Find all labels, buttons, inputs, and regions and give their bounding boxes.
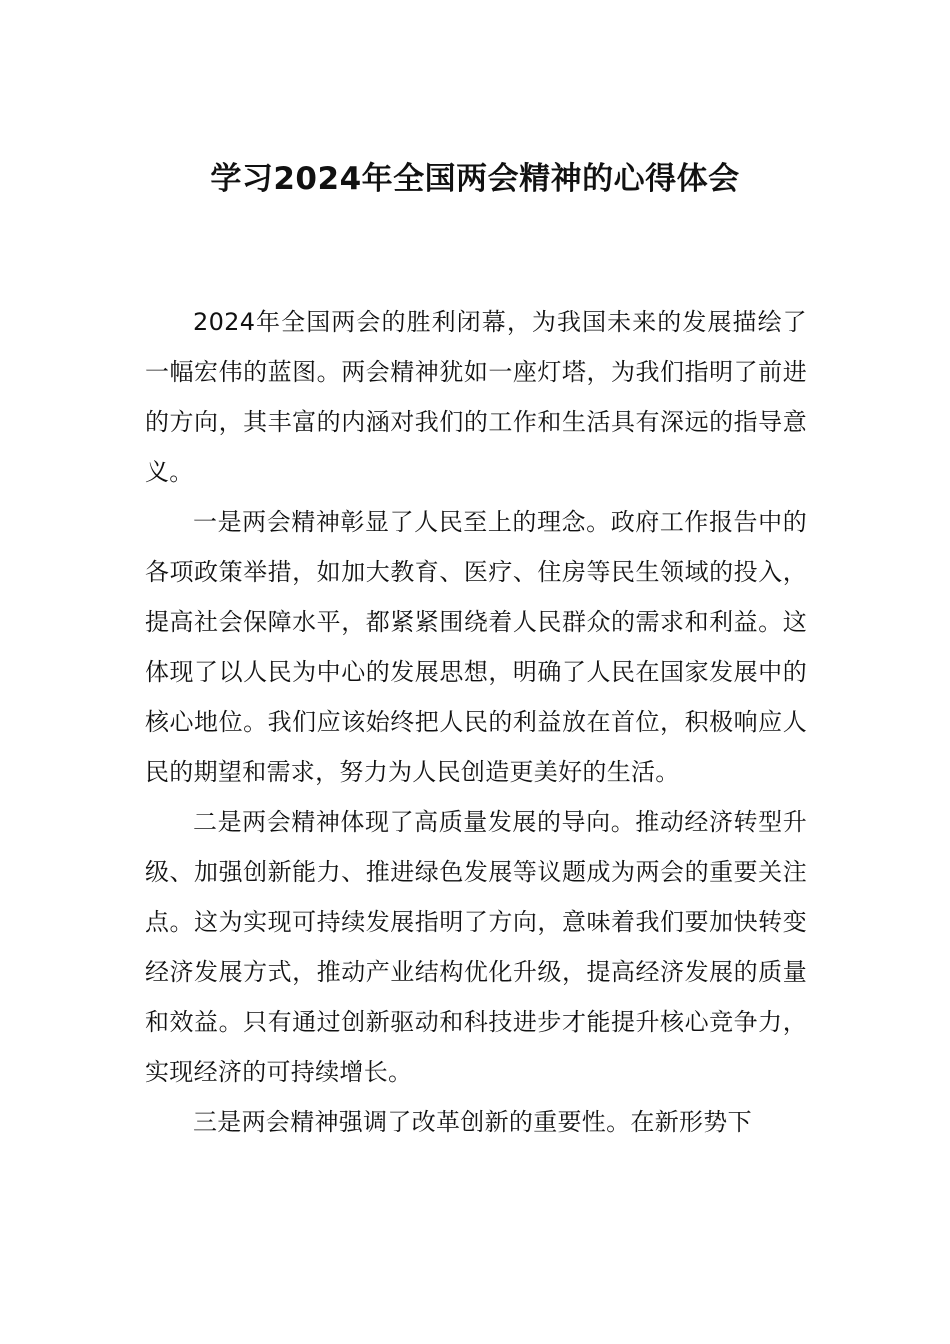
paragraph-point-one: 一是两会精神彰显了人民至上的理念。政府工作报告中的各项政策举措，如加大教育、医疗、住房等民生领域的投入，提高社会保障水平，都紧紧围绕着人民群众的需求和利益。这体现了以人民为中心的发展思想，明确了人民在国家发展中的核心地位。我们应该始终把人民的利益放在首位，积极响应人民的期望和需求，努力为人民创造更美好的生活。	[145, 508, 807, 786]
paragraph-point-two: 二是两会精神体现了高质量发展的导向。推动经济转型升级、加强创新能力、推进绿色发展等议题成为两会的重要关注点。这为实现可持续发展指明了方向，意味着我们要加快转变经济发展方式，推动产业结构优化升级，提高经济发展的质量和效益。只有通过创新驱动和科技进步才能提升核心竞争力，实现经济的可持续增长。	[145, 808, 807, 1086]
document-body	[145, 297, 807, 1147]
page-title: 学习2024年全国两会精神的心得体会	[210, 161, 740, 197]
paragraph-point-three: 三是两会精神强调了改革创新的重要性。在新形势下	[193, 1108, 752, 1136]
paragraph-intro: 2024年全国两会的胜利闭幕，为我国未来的发展描绘了一幅宏伟的蓝图。两会精神犹如一座灯塔，为我们指明了前进的方向，其丰富的内涵对我们的工作和生活具有深远的指导意义。	[145, 308, 807, 486]
